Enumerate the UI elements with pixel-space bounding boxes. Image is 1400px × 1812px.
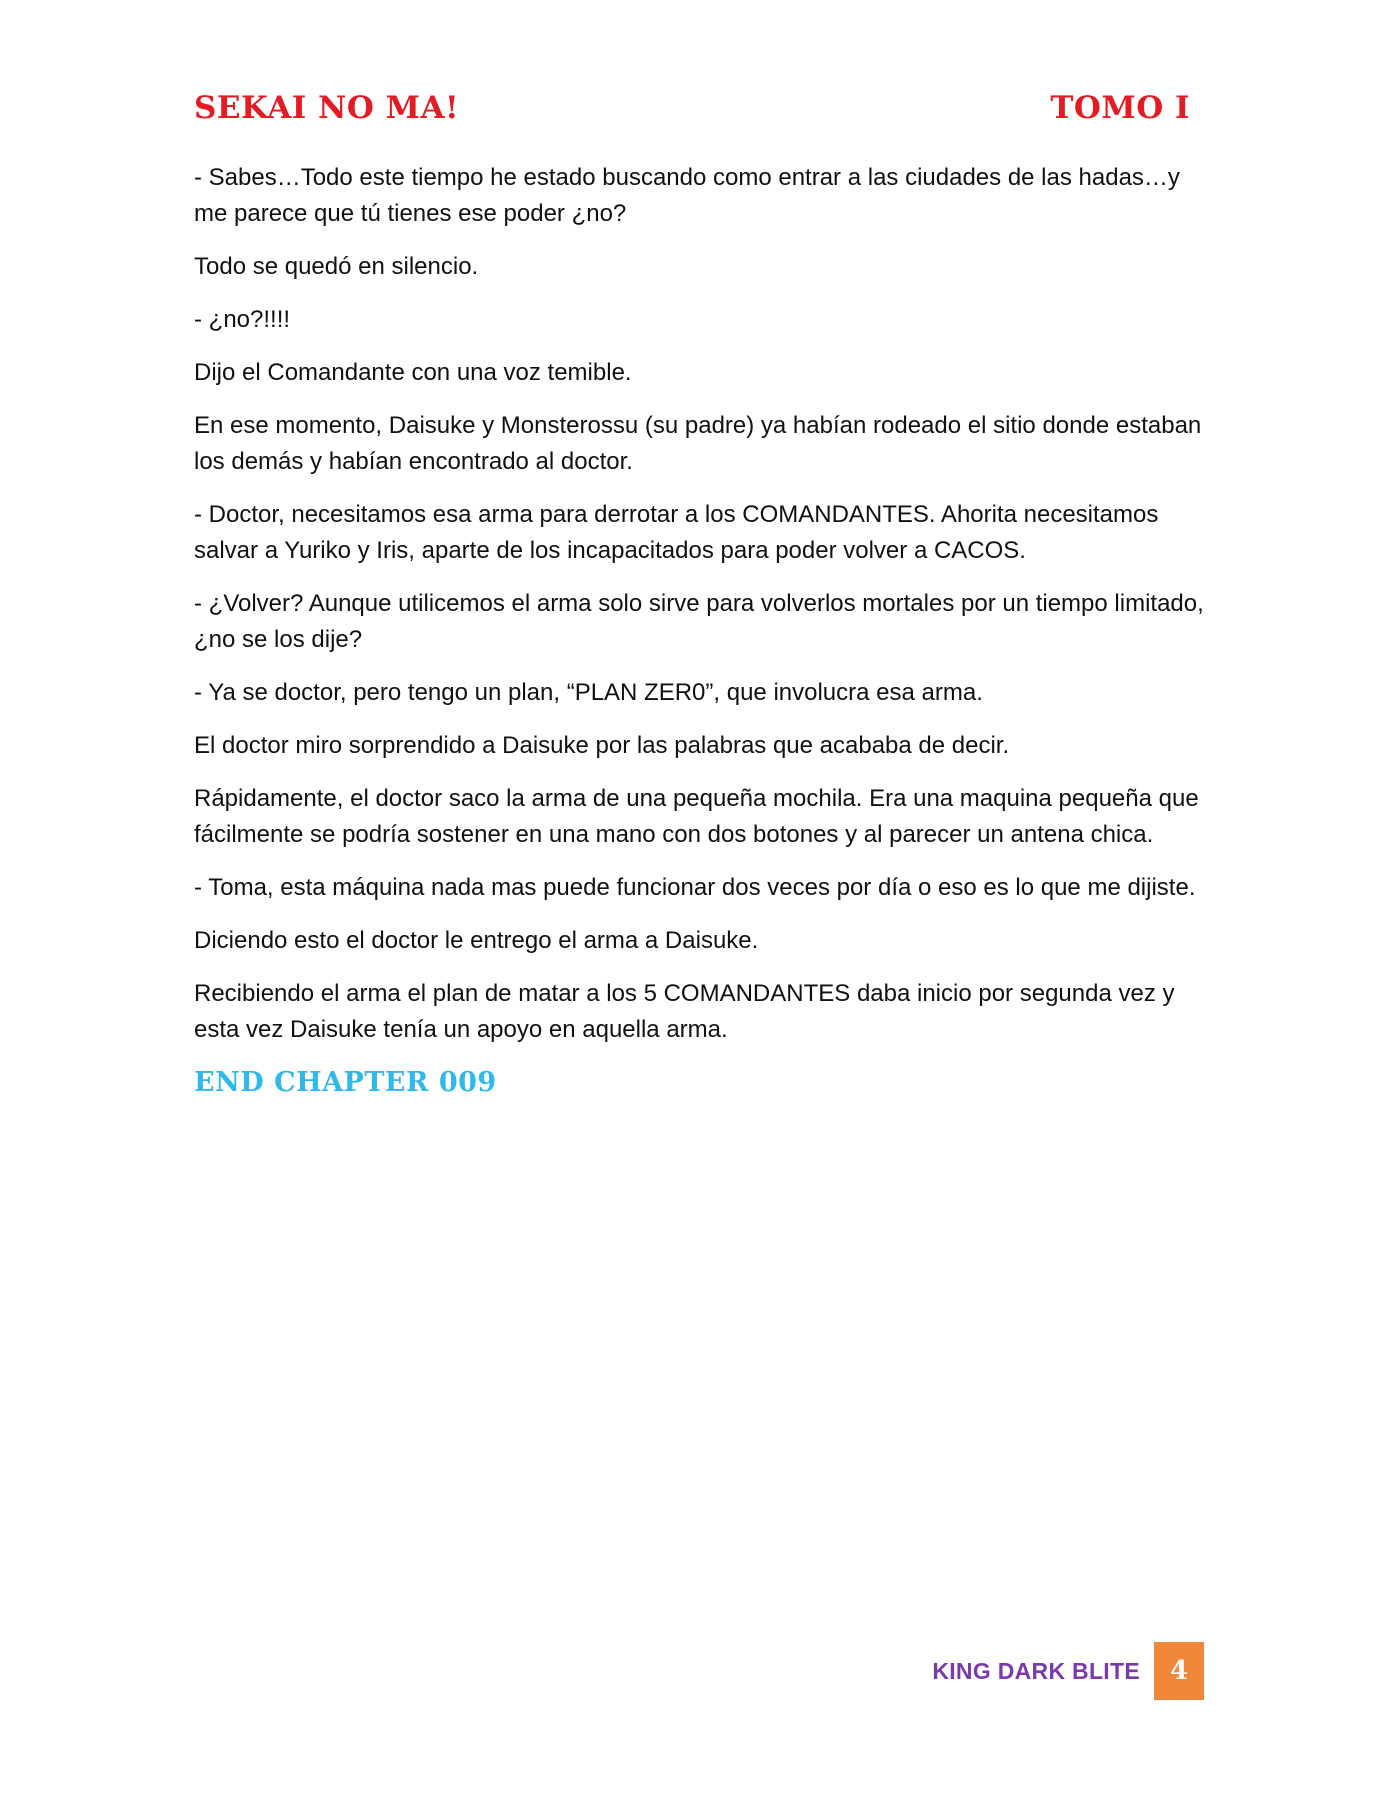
paragraph: - Doctor, necesitamos esa arma para derrotar a los COMANDANTES. Ahorita necesitamos salvar a Yuriko y Iris, aparte de los incapacitados para poder volver a CACOS.: [194, 501, 1159, 564]
volume-label: TOMO I: [1050, 90, 1190, 126]
paragraph: En ese momento, Daisuke y Monsterossu (su padre) ya habían rodeado el sitio donde estaban los demás y habían encontrado al doctor.: [194, 412, 1202, 475]
page-footer: [932, 1642, 1204, 1700]
paragraph: - Sabes…Todo este tiempo he estado buscando como entrar a las ciudades de las hadas…y me parece que tú tienes ese poder ¿no?: [194, 164, 1180, 227]
paragraph: - ¿no?!!!!: [194, 306, 291, 333]
author-name: KING DARK BLITE: [932, 1657, 1140, 1684]
paragraph: - Toma, esta máquina nada mas puede funcionar dos veces por día o eso es lo que me dijiste.: [194, 874, 1196, 901]
paragraph: Diciendo esto el doctor le entrego el arma a Daisuke.: [194, 927, 759, 954]
paragraph: El doctor miro sorprendido a Daisuke por las palabras que acababa de decir.: [194, 732, 1010, 759]
paragraph: Dijo el Comandante con una voz temible.: [194, 359, 632, 386]
book-title: SEKAI NO MA!: [194, 90, 460, 126]
page-number-badge: 4: [1154, 1642, 1204, 1700]
paragraph: Recibiendo el arma el plan de matar a los 5 COMANDANTES daba inicio por segunda vez y esta vez Daisuke tenía un apoyo en aquella arma.: [194, 980, 1175, 1043]
chapter-end-heading: END CHAPTER 009: [194, 1067, 497, 1098]
body-text: [194, 160, 1204, 1101]
paragraph: - Ya se doctor, pero tengo un plan, “PLAN ZER0”, que involucra esa arma.: [194, 679, 983, 706]
paragraph: Todo se quedó en silencio.: [194, 253, 479, 280]
paragraph: Rápidamente, el doctor saco la arma de una pequeña mochila. Era una maquina pequeña que fácilmente se podría sostener en una mano con dos botones y al parecer un antena chica.: [194, 785, 1199, 848]
paragraph: - ¿Volver? Aunque utilicemos el arma solo sirve para volverlos mortales por un tiempo limitado, ¿no se los dije?: [194, 590, 1204, 653]
page-header: [194, 88, 1190, 138]
